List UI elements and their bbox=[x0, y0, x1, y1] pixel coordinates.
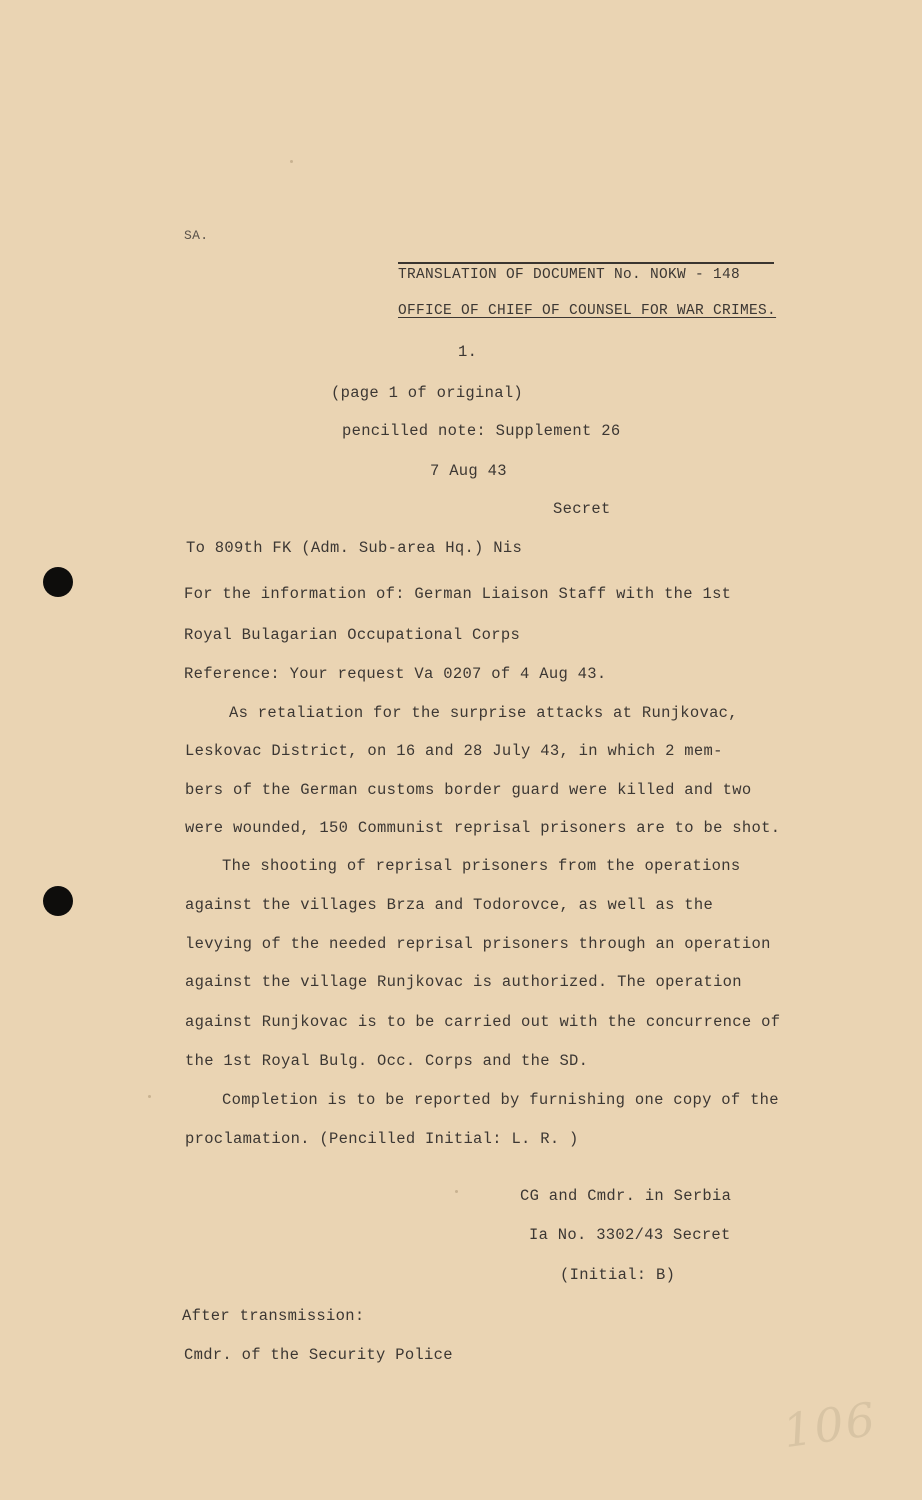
body-line: against Runjkovac is to be carried out with the concurrence of bbox=[185, 1013, 781, 1031]
body-line: the 1st Royal Bulg. Occ. Corps and the SD. bbox=[185, 1052, 589, 1070]
body-line: proclamation. (Pencilled Initial: L. R. ) bbox=[185, 1130, 579, 1148]
signature-line-3: (Initial: B) bbox=[560, 1266, 676, 1284]
punch-hole-bottom bbox=[43, 886, 73, 916]
info-line-2: Royal Bulagarian Occupational Corps bbox=[184, 626, 521, 644]
body-line: levying of the needed reprisal prisoners through an operation bbox=[185, 935, 771, 953]
office-line: OFFICE OF CHIEF OF COUNSEL FOR WAR CRIMES. bbox=[398, 303, 777, 319]
pencil-page-number: 106 bbox=[779, 1391, 881, 1459]
paper-speck bbox=[455, 1190, 458, 1193]
header-top-rule bbox=[398, 262, 774, 264]
distribution-heading: After transmission: bbox=[182, 1307, 365, 1325]
signature-line-1: CG and Cmdr. in Serbia bbox=[520, 1187, 732, 1205]
addressee: To 809th FK (Adm. Sub-area Hq.) Nis bbox=[186, 539, 523, 557]
reference-line: Reference: Your request Va 0207 of 4 Aug 43. bbox=[184, 665, 607, 683]
distribution-recipient: Cmdr. of the Security Police bbox=[184, 1346, 453, 1364]
pencilled-note: pencilled note: Supplement 26 bbox=[342, 422, 621, 440]
document-date: 7 Aug 43 bbox=[430, 462, 507, 480]
body-line: against the village Runjkovac is authorized. The operation bbox=[185, 973, 742, 991]
body-line: against the villages Brza and Todorovce, as well as the bbox=[185, 896, 714, 914]
classification: Secret bbox=[553, 500, 611, 518]
signature-line-2: Ia No. 3302/43 Secret bbox=[529, 1226, 731, 1244]
translation-line: TRANSLATION OF DOCUMENT No. NOKW - 148 bbox=[398, 267, 741, 283]
paper-speck bbox=[148, 1095, 151, 1098]
body-line: The shooting of reprisal prisoners from the operations bbox=[222, 857, 741, 875]
body-line: bers of the German customs border guard were killed and two bbox=[185, 781, 752, 799]
punch-hole-top bbox=[43, 567, 73, 597]
paper-speck bbox=[290, 160, 293, 163]
body-line: were wounded, 150 Communist reprisal prisoners are to be shot. bbox=[185, 819, 781, 837]
body-line: Completion is to be reported by furnishing one copy of the bbox=[222, 1091, 779, 1109]
info-line-1: For the information of: German Liaison Staff with the 1st bbox=[184, 585, 732, 603]
body-line: As retaliation for the surprise attacks at Runjkovac, bbox=[229, 704, 738, 722]
page-number: 1. bbox=[458, 343, 478, 361]
page-of-original: (page 1 of original) bbox=[331, 384, 524, 402]
body-line: Leskovac District, on 16 and 28 July 43, in which 2 mem- bbox=[185, 742, 723, 760]
corner-mark: SA. bbox=[184, 228, 209, 243]
